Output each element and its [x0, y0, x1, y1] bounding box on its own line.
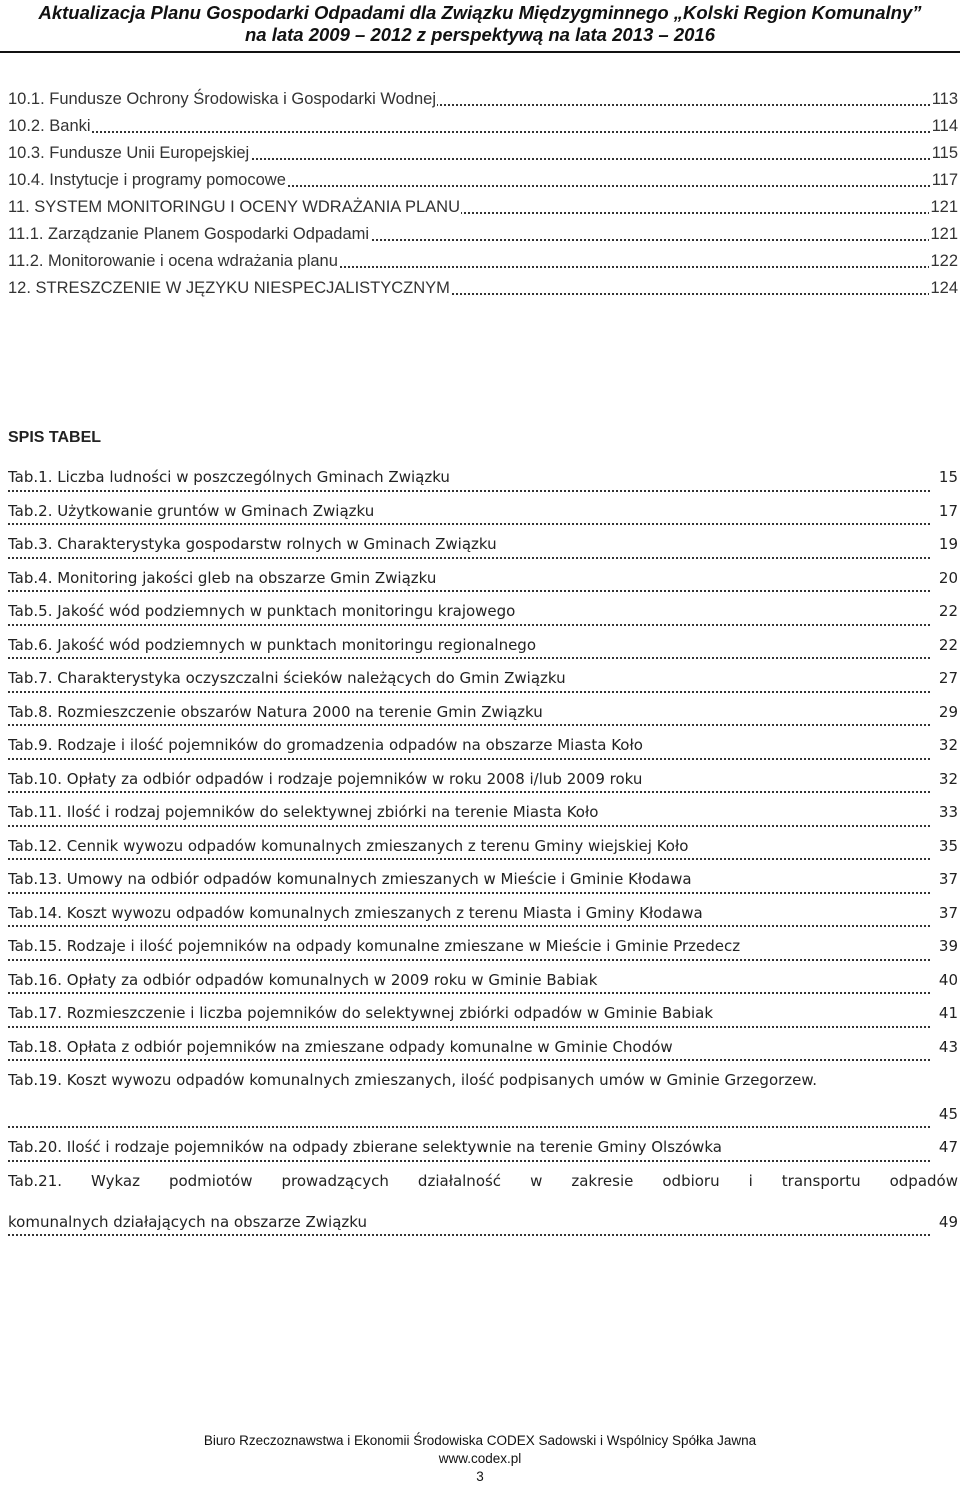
table-entry[interactable]: Tab.16. Opłaty za odbiór odpadów komunalnych w 2009 roku w Gminie Babiak 40: [8, 967, 960, 1001]
table-entry[interactable]: Tab.4. Monitoring jakości gleb na obszarze Gmin Związku 20: [8, 565, 960, 599]
table-entry[interactable]: Tab.11. Ilość i rodzaj pojemników do selektywnej zbiórki na terenie Miasta Koło 33: [8, 799, 960, 833]
table-entry[interactable]: Tab.14. Koszt wywozu odpadów komunalnych zmieszanych z terenu Miasta i Gminy Kłodawa 37: [8, 900, 960, 934]
table-entry-tab19-line2[interactable]: 45: [8, 1101, 960, 1135]
footer-website[interactable]: www.codex.pl: [438, 1451, 522, 1466]
table-entry[interactable]: Tab.12. Cennik wywozu odpadów komunalnych zmieszanych z terenu Gminy wiejskiej Koło 35: [8, 833, 960, 867]
table-entry[interactable]: Tab.20. Ilość i rodzaje pojemników na odpady zbierane selektywnie na terenie Gminy Olszówka 47: [8, 1134, 960, 1168]
tables-heading: SPIS TABEL: [8, 429, 102, 446]
table-entry[interactable]: Tab.18. Opłata z odbiór pojemników na zmieszane odpady komunalne w Gminie Chodów 43: [8, 1034, 960, 1068]
header-title-line2: na lata 2009 – 2012 z perspektywą na lata 2013 – 2016: [244, 24, 715, 45]
table-entry[interactable]: Tab.10. Opłaty za odbiór odpadów i rodzaje pojemników w roku 2008 i/lub 2009 roku 32: [8, 766, 960, 800]
table-entry[interactable]: Tab.5. Jakość wód podziemnych w punktach monitoringu krajowego 22: [8, 598, 960, 632]
toc-entry[interactable]: 10.4. Instytucje i programy pomocowe 117: [8, 167, 960, 193]
table-entry[interactable]: Tab.6. Jakość wód podziemnych w punktach monitoringu regionalnego 22: [8, 632, 960, 666]
table-entry[interactable]: Tab.1. Liczba ludności w poszczególnych Gminach Związku 15: [8, 464, 960, 498]
table-entry[interactable]: Tab.17. Rozmieszczenie i liczba pojemników do selektywnej zbiórki odpadów w Gminie Babiak 41: [8, 1000, 960, 1034]
toc-entry[interactable]: 10.1. Fundusze Ochrony Środowiska i Gospodarki Wodnej 113: [8, 86, 960, 112]
header-rule: [0, 51, 960, 53]
table-entry-tab21-line1[interactable]: Tab.21. Wykaz podmiotów prowadzących działalność w zakresie odbioru i transportu odpadów: [8, 1171, 958, 1190]
toc-entry[interactable]: 10.3. Fundusze Unii Europejskiej 115: [8, 140, 960, 166]
footer-company: Biuro Rzeczoznawstwa i Ekonomii Środowiska CODEX Sadowski i Wspólnicy Spółka Jawna: [203, 1433, 757, 1448]
table-entry[interactable]: Tab.8. Rozmieszczenie obszarów Natura 2000 na terenie Gmin Związku 29: [8, 699, 960, 733]
table-entry[interactable]: Tab.9. Rodzaje i ilość pojemników do gromadzenia odpadów na obszarze Miasta Koło 32: [8, 732, 960, 766]
toc-entry[interactable]: 10.2. Banki 114: [8, 113, 960, 139]
header-title-line1: Aktualizacja Planu Gospodarki Odpadami dla Związku Międzygminnego „Kolski Region Komunalny”: [38, 2, 922, 23]
table-entry[interactable]: Tab.7. Charakterystyka oczyszczalni ścieków należących do Gmin Związku 27: [8, 665, 960, 699]
contents-list: [8, 86, 960, 301]
footer-page-number: 3: [476, 1469, 484, 1484]
table-entry-tab19-line1[interactable]: Tab.19. Koszt wywozu odpadów komunalnych zmieszanych, ilość podpisanych umów w Gminie Grzegorzew.: [8, 1071, 818, 1089]
table-entry[interactable]: Tab.2. Użytkowanie gruntów w Gminach Związku 17: [8, 498, 960, 532]
table-entry[interactable]: Tab.15. Rodzaje i ilość pojemników na odpady komunalne zmieszane w Mieście i Gminie Przedecz 39: [8, 933, 960, 967]
toc-entry[interactable]: 11.1. Zarządzanie Planem Gospodarki Odpadami 121: [8, 221, 960, 247]
table-entry[interactable]: Tab.3. Charakterystyka gospodarstw rolnych w Gminach Związku 19: [8, 531, 960, 565]
toc-entry[interactable]: 12. STRESZCZENIE W JĘZYKU NIESPECJALISTYCZNYM 124: [8, 275, 960, 301]
tables-list: [8, 464, 960, 1242]
toc-entry[interactable]: 11.2. Monitorowanie i ocena wdrażania planu 122: [8, 248, 960, 274]
table-entry[interactable]: Tab.13. Umowy na odbiór odpadów komunalnych zmieszanych w Mieście i Gminie Kłodawa 37: [8, 866, 960, 900]
toc-entry[interactable]: 11. SYSTEM MONITORINGU I OCENY WDRAŻANIA PLANU 121: [8, 194, 960, 220]
table-entry-tab21-line2[interactable]: komunalnych działających na obszarze Związku 49: [8, 1209, 960, 1243]
